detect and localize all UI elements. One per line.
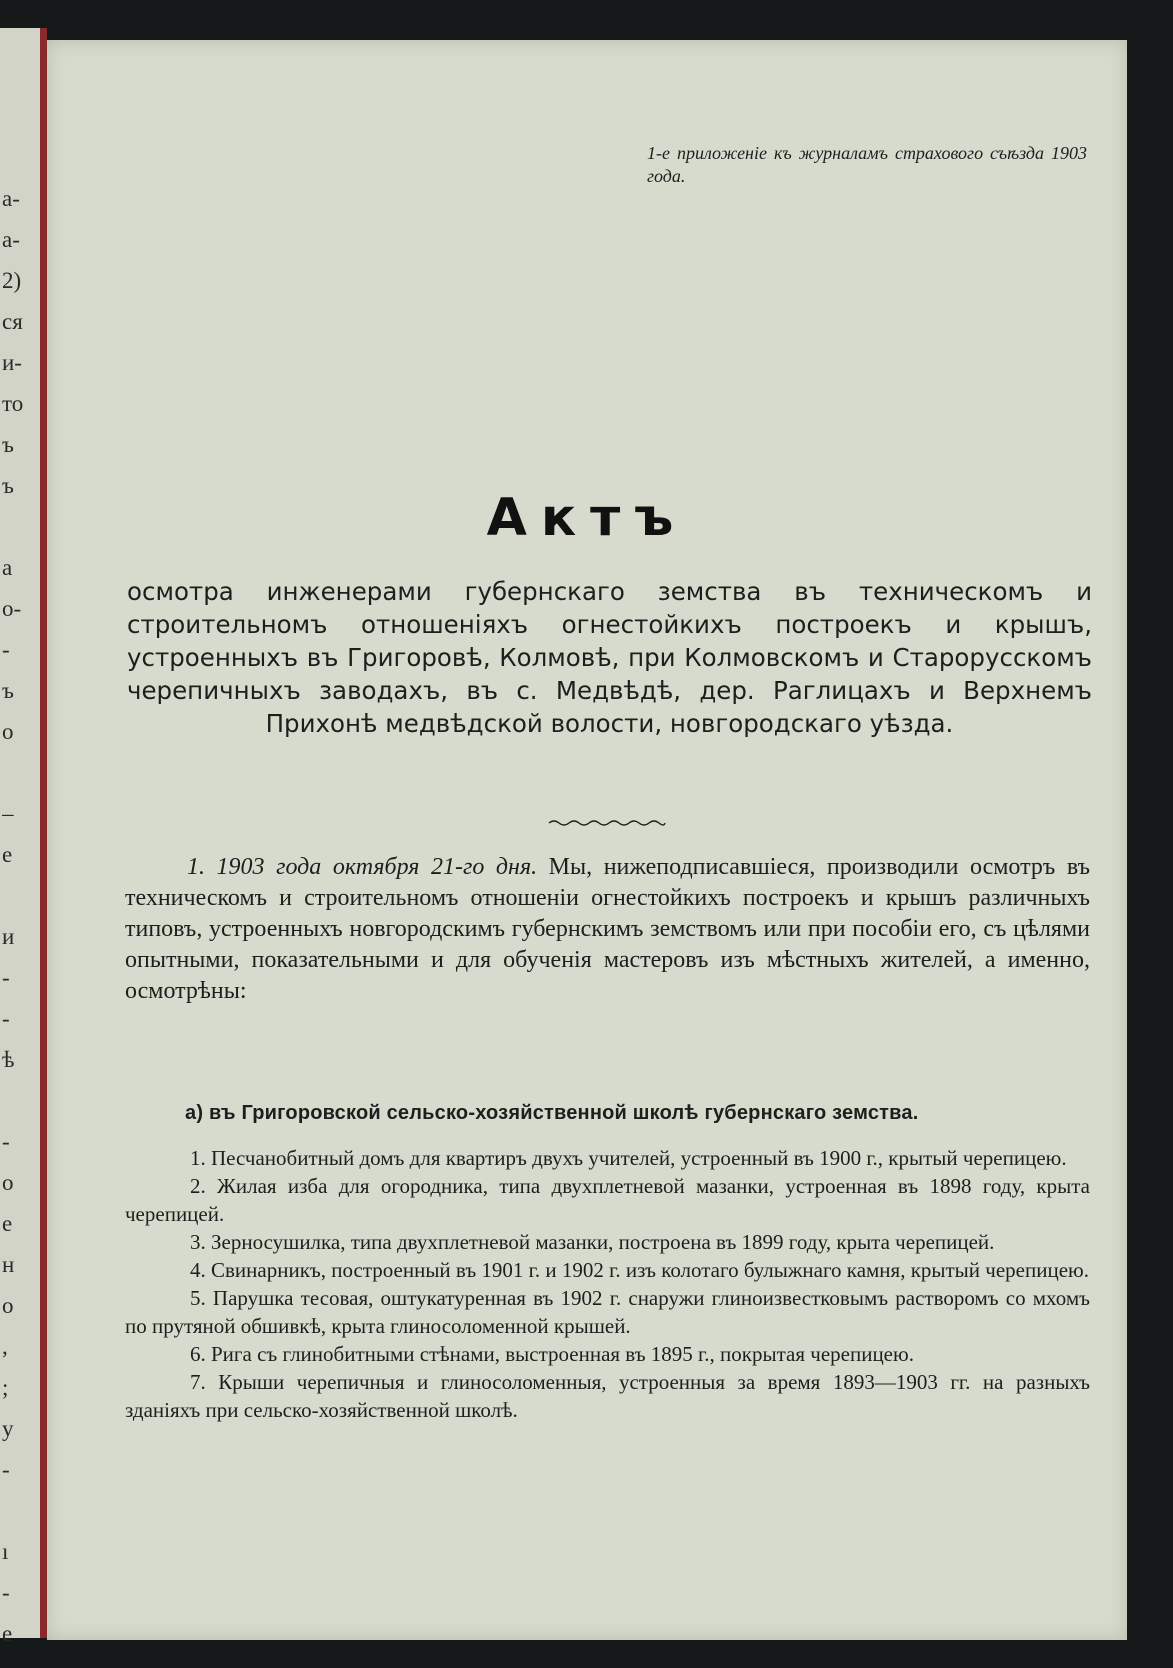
intro-paragraph [125, 852, 1090, 1007]
list-item: 3. Зерносушилка, типа двухплетневой мазанки, построена въ 1899 году, крыта черепицей. [190, 1230, 995, 1254]
fragment-line: н [2, 1252, 15, 1277]
fragment-line: а- [2, 186, 20, 211]
document-subtitle: осмотра инженерами губернскаго земства въ техническомъ и строительномъ отношенiяхъ огнестойкихъ построекъ и крышъ, устроенныхъ въ Григоровѣ, Колмовѣ, при Колмовскомъ и Старорусскомъ черепичныхъ заводахъ, въ с. Медвѣдѣ, дер. Раглицахъ и Верхнемъ Прихонѣ медвѣдской волости, новгородскаго уѣзда. [127, 577, 1092, 738]
list-item: 5. Парушка тесовая, оштукатуренная въ 1902 г. снаружи глиноизвестковымъ растворомъ со мхомъ по прутяной обшивкѣ, крыта глиносоломенной крышей. [125, 1286, 1090, 1338]
fragment-line: е [2, 1211, 13, 1236]
fragment-line: и- [2, 350, 22, 375]
fragment-line: ъ [2, 432, 14, 457]
fragment-line: ѣ [2, 1047, 15, 1072]
fragment-line: то [2, 391, 24, 416]
fragment-line: ; [2, 1375, 9, 1400]
fragment-line: - [2, 1457, 10, 1482]
fragment-line: е [2, 1621, 13, 1646]
fragment-line [2, 752, 40, 793]
fragment-line: ъ [2, 473, 14, 498]
fragment-line [2, 506, 40, 547]
fragment-line: о [2, 1293, 14, 1318]
appendix-note: 1-е приложенiе къ журналамъ страхового съѣзда 1903 года. [647, 143, 1087, 186]
binding-edge [40, 28, 47, 1638]
fragment-line: - [2, 1580, 10, 1605]
intro-text: Мы, нижеподписавшiеся, производили осмотръ въ техническомъ и строительномъ отношенiи огнестойкихъ построекъ и крышъ различныхъ типовъ, устроенныхъ новгородскимъ губернскимъ земствомъ или при пособiи его, съ цѣлями опытными, показательными и для обученiя мастеровъ изъ мѣстныхъ жителей, а именно, осмотрѣны: [125, 854, 1090, 1004]
list-item: 2. Жилая изба для огородника, типа двухплетневой мазанки, устроенная въ 1898 году, крыта черепицей. [125, 1174, 1090, 1226]
fragment-line: - [2, 637, 10, 662]
fragment-line: у [2, 1416, 14, 1441]
fragment-line: ся [2, 309, 23, 334]
fragment-line: и [2, 924, 15, 949]
fragment-line [2, 1080, 40, 1121]
list-item: 4. Свинарникъ, построенный въ 1901 г. и 1902 г. изъ колотаго булыжнаго камня, крытый черепицею. [190, 1258, 1089, 1282]
fragment-line: - [2, 1129, 10, 1154]
fragment-line: е [2, 842, 13, 867]
fragment-line: а [2, 555, 13, 580]
item-list [125, 1144, 1090, 1424]
fragment-line: о- [2, 596, 22, 621]
fragment-line [2, 875, 40, 916]
list-item: 6. Рига съ глинобитными стѣнами, выстроенная въ 1895 г., покрытая черепицею. [190, 1342, 914, 1366]
fragment-line: а- [2, 227, 20, 252]
fragment-line: о [2, 719, 14, 744]
section-heading-a: а) въ Григоровской сельско-хозяйственной школѣ губернскаго земства. [185, 1102, 919, 1124]
document-title: Актъ [486, 488, 688, 548]
fragment-line: 2) [2, 268, 22, 293]
fragment-line: - [2, 1006, 10, 1031]
fragment-line: о [2, 1170, 14, 1195]
intro-date: 1. 1903 года октября 21-го дня. [187, 854, 538, 880]
fragment-line: – [2, 801, 14, 826]
adjacent-page-edge [0, 28, 40, 1646]
fragment-line: , [2, 1334, 8, 1359]
list-item: 1. Песчанобитный домъ для квартиръ двухъ учителей, устроенный въ 1900 г., крытый черепицею. [190, 1146, 1067, 1170]
ornament-divider [547, 818, 667, 828]
fragment-line: ı [2, 1539, 9, 1564]
adjacent-page-fragments [2, 28, 40, 1654]
fragment-line: - [2, 965, 10, 990]
list-item: 7. Крыши черепичныя и глиносоломенныя, устроенныя за время 1893—1903 гг. на разныхъ зданiяхъ при сельско-хозяйственной школѣ. [125, 1370, 1090, 1422]
document-page [47, 40, 1127, 1640]
fragment-line [2, 1490, 40, 1531]
fragment-line: ъ [2, 678, 14, 703]
